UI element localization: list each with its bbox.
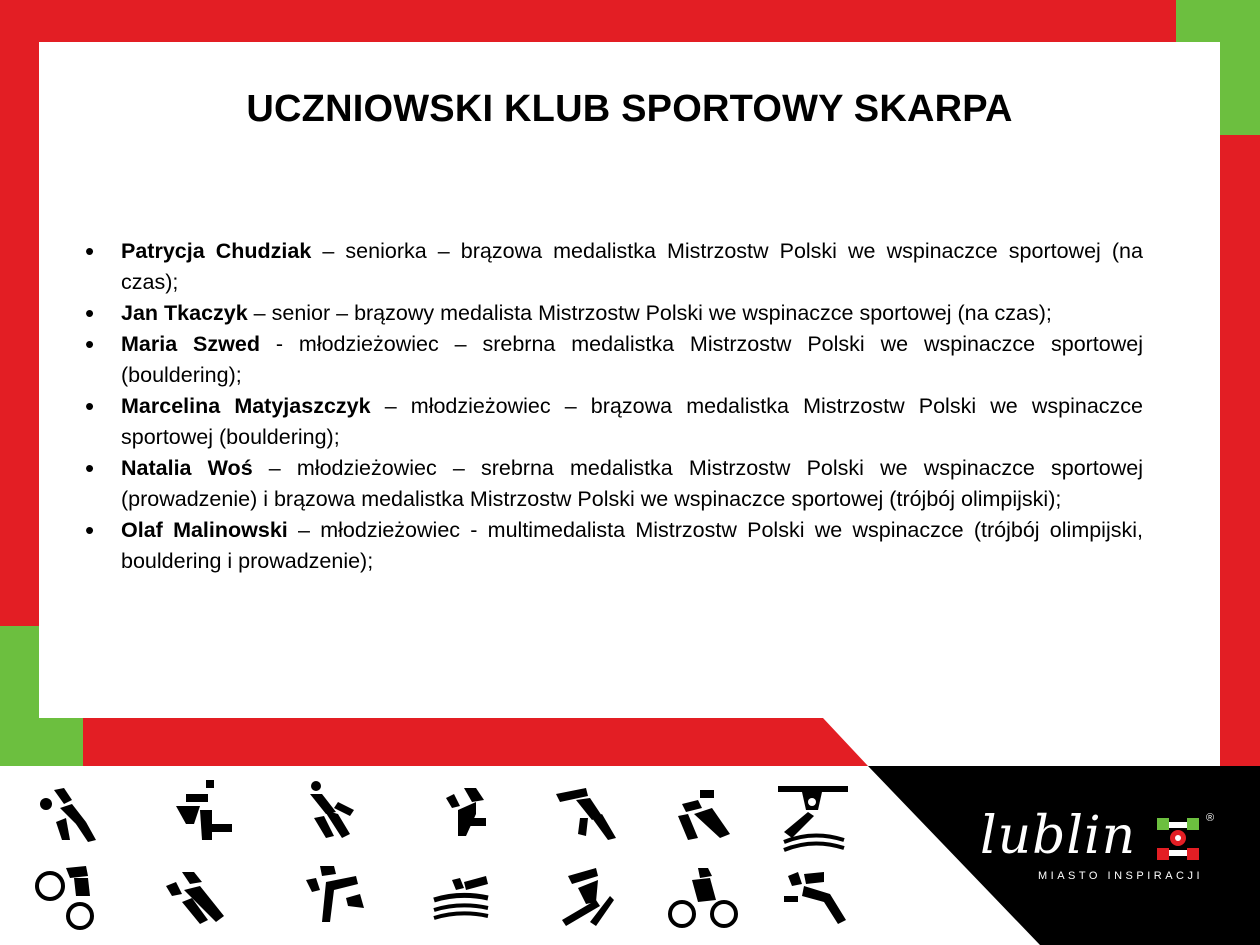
jump-icon — [162, 868, 232, 938]
list-item: • Maria Szwed - młodzieżowiec – srebrna medalistka Mistrzostw Polski we wspinaczce sportowej (bouldering); — [121, 329, 1143, 391]
registered-mark: ® — [1206, 812, 1215, 824]
climbing-icon — [436, 784, 506, 854]
runner-icon — [36, 782, 106, 852]
lublin-logo — [980, 806, 1220, 886]
high-jump-icon — [304, 864, 374, 934]
soccer-icon — [672, 786, 742, 856]
swimming-icon — [430, 872, 500, 942]
logo-tagline: MIASTO INSPIRACJI — [1038, 870, 1204, 882]
kayak-icon — [778, 782, 848, 852]
bike-icon — [668, 866, 738, 936]
list-item: • Patrycja Chudziak – seniorka – brązowa medalistka Mistrzostw Polski we wspinaczce sportowej (na czas); — [121, 236, 1143, 298]
list-item: • Marcelina Matyjaszczyk – młodzieżowiec – brązowa medalistka Mistrzostw Polski we wspinaczce sportowej (bouldering); — [121, 391, 1143, 453]
rowing-icon — [784, 866, 854, 936]
kick-icon — [556, 782, 626, 852]
hurdles-icon — [172, 780, 242, 850]
logo-wordmark: lublin — [980, 806, 1137, 866]
medalists-list — [121, 236, 1143, 577]
list-item: • Natalia Woś – młodzieżowiec – srebrna medalistka Mistrzostw Polski we wspinaczce sportowej (prowadzenie) i brązowa medalistka Mistrzostw Polski we wspinaczce sportowej (trójbój olimpijski); — [121, 453, 1143, 515]
page-title: UCZNIOWSKI KLUB SPORTOWY SKARPA — [246, 88, 1013, 130]
cycling-icon — [34, 862, 104, 932]
fencing-icon — [304, 780, 374, 850]
skiing-icon — [556, 866, 626, 936]
list-item: • Olaf Malinowski – młodzieżowiec - multimedalista Mistrzostw Polski we wspinaczce (trójbój olimpijski, bouldering i prowadzenie); — [121, 515, 1143, 577]
lublin-emblem-icon — [1155, 816, 1201, 862]
list-item: • Jan Tkaczyk – senior – brązowy medalista Mistrzostw Polski we wspinaczce sportowej (na czas); — [121, 298, 1143, 329]
